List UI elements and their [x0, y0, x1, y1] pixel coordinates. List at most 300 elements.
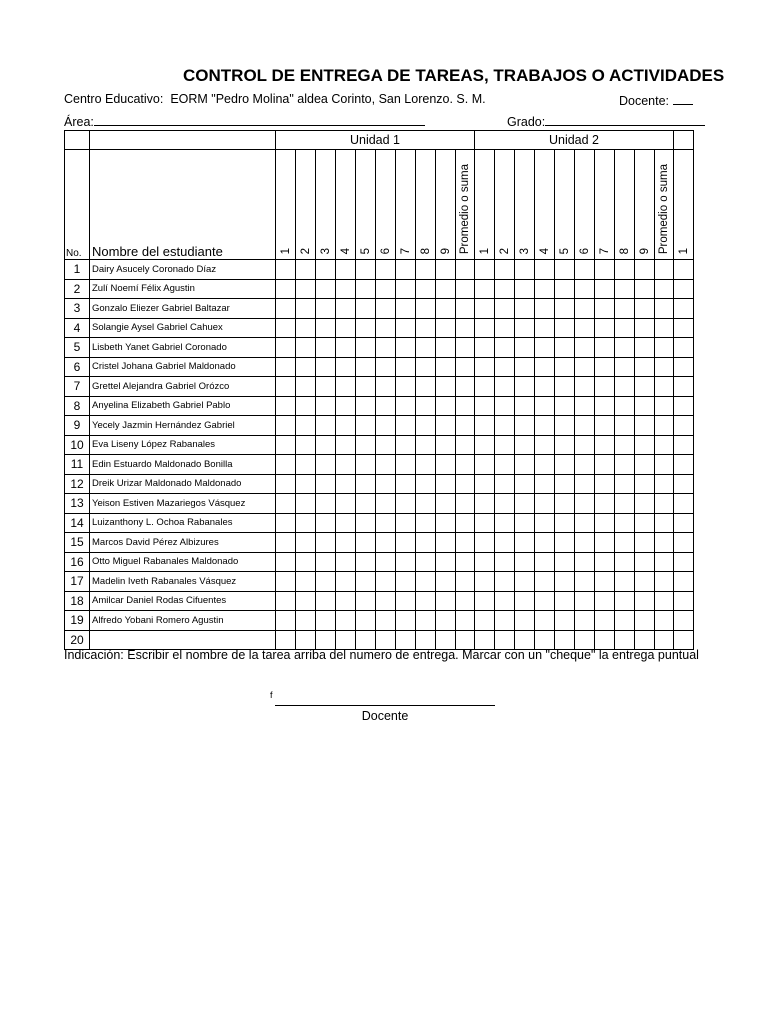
delivery-check-cell[interactable] — [615, 279, 635, 299]
delivery-check-cell[interactable] — [276, 533, 296, 553]
delivery-check-cell[interactable] — [436, 357, 456, 377]
delivery-check-cell[interactable] — [515, 572, 535, 592]
delivery-check-cell[interactable] — [555, 396, 575, 416]
delivery-check-cell[interactable] — [276, 357, 296, 377]
delivery-check-cell[interactable] — [674, 260, 694, 280]
delivery-check-cell[interactable] — [376, 630, 396, 650]
delivery-check-cell[interactable] — [535, 533, 555, 553]
delivery-check-cell[interactable] — [296, 318, 316, 338]
delivery-check-cell[interactable] — [495, 279, 515, 299]
delivery-check-cell[interactable] — [396, 318, 416, 338]
promedio-cell[interactable] — [655, 513, 674, 533]
promedio-cell[interactable] — [655, 377, 674, 397]
delivery-check-cell[interactable] — [475, 260, 495, 280]
delivery-check-cell[interactable] — [276, 494, 296, 514]
delivery-check-cell[interactable] — [555, 260, 575, 280]
delivery-check-cell[interactable] — [475, 455, 495, 475]
delivery-check-cell[interactable] — [436, 533, 456, 553]
delivery-check-cell[interactable] — [436, 591, 456, 611]
delivery-check-cell[interactable] — [635, 611, 655, 631]
delivery-check-cell[interactable] — [276, 377, 296, 397]
delivery-check-cell[interactable] — [595, 533, 615, 553]
delivery-check-cell[interactable] — [635, 318, 655, 338]
delivery-check-cell[interactable] — [416, 435, 436, 455]
delivery-check-cell[interactable] — [436, 494, 456, 514]
delivery-check-cell[interactable] — [535, 591, 555, 611]
promedio-cell[interactable] — [456, 474, 475, 494]
delivery-check-cell[interactable] — [555, 572, 575, 592]
delivery-check-cell[interactable] — [635, 630, 655, 650]
delivery-check-cell[interactable] — [535, 552, 555, 572]
delivery-check-cell[interactable] — [495, 338, 515, 358]
delivery-check-cell[interactable] — [396, 435, 416, 455]
delivery-check-cell[interactable] — [495, 299, 515, 319]
delivery-check-cell[interactable] — [595, 474, 615, 494]
delivery-check-cell[interactable] — [615, 611, 635, 631]
delivery-check-cell[interactable] — [595, 455, 615, 475]
delivery-check-cell[interactable] — [336, 591, 356, 611]
delivery-check-cell[interactable] — [535, 513, 555, 533]
delivery-check-cell[interactable] — [674, 338, 694, 358]
delivery-check-cell[interactable] — [495, 474, 515, 494]
delivery-check-cell[interactable] — [316, 533, 336, 553]
promedio-cell[interactable] — [456, 377, 475, 397]
delivery-check-cell[interactable] — [296, 474, 316, 494]
delivery-check-cell[interactable] — [276, 572, 296, 592]
delivery-check-cell[interactable] — [475, 338, 495, 358]
delivery-check-cell[interactable] — [316, 318, 336, 338]
delivery-check-cell[interactable] — [575, 416, 595, 436]
delivery-check-cell[interactable] — [336, 357, 356, 377]
delivery-check-cell[interactable] — [615, 396, 635, 416]
delivery-check-cell[interactable] — [416, 377, 436, 397]
delivery-check-cell[interactable] — [615, 455, 635, 475]
delivery-check-cell[interactable] — [436, 396, 456, 416]
delivery-check-cell[interactable] — [336, 611, 356, 631]
delivery-check-cell[interactable] — [356, 533, 376, 553]
delivery-check-cell[interactable] — [336, 318, 356, 338]
delivery-check-cell[interactable] — [316, 260, 336, 280]
delivery-check-cell[interactable] — [495, 455, 515, 475]
delivery-check-cell[interactable] — [515, 279, 535, 299]
promedio-cell[interactable] — [655, 591, 674, 611]
delivery-check-cell[interactable] — [575, 474, 595, 494]
delivery-check-cell[interactable] — [396, 338, 416, 358]
delivery-check-cell[interactable] — [515, 338, 535, 358]
delivery-check-cell[interactable] — [515, 591, 535, 611]
promedio-cell[interactable] — [456, 435, 475, 455]
delivery-check-cell[interactable] — [376, 260, 396, 280]
delivery-check-cell[interactable] — [635, 260, 655, 280]
delivery-check-cell[interactable] — [535, 474, 555, 494]
delivery-check-cell[interactable] — [376, 474, 396, 494]
delivery-check-cell[interactable] — [515, 494, 535, 514]
delivery-check-cell[interactable] — [336, 396, 356, 416]
delivery-check-cell[interactable] — [575, 338, 595, 358]
delivery-check-cell[interactable] — [595, 591, 615, 611]
delivery-check-cell[interactable] — [356, 279, 376, 299]
delivery-check-cell[interactable] — [535, 435, 555, 455]
delivery-check-cell[interactable] — [475, 396, 495, 416]
delivery-check-cell[interactable] — [635, 552, 655, 572]
delivery-check-cell[interactable] — [555, 474, 575, 494]
delivery-check-cell[interactable] — [316, 513, 336, 533]
delivery-check-cell[interactable] — [555, 455, 575, 475]
promedio-cell[interactable] — [655, 572, 674, 592]
delivery-check-cell[interactable] — [575, 630, 595, 650]
delivery-check-cell[interactable] — [475, 494, 495, 514]
delivery-check-cell[interactable] — [436, 318, 456, 338]
delivery-check-cell[interactable] — [396, 474, 416, 494]
delivery-check-cell[interactable] — [495, 260, 515, 280]
delivery-check-cell[interactable] — [416, 455, 436, 475]
delivery-check-cell[interactable] — [555, 318, 575, 338]
delivery-check-cell[interactable] — [276, 260, 296, 280]
delivery-check-cell[interactable] — [535, 299, 555, 319]
promedio-cell[interactable] — [655, 318, 674, 338]
delivery-check-cell[interactable] — [475, 513, 495, 533]
delivery-check-cell[interactable] — [376, 513, 396, 533]
delivery-check-cell[interactable] — [495, 611, 515, 631]
delivery-check-cell[interactable] — [276, 455, 296, 475]
delivery-check-cell[interactable] — [436, 260, 456, 280]
delivery-check-cell[interactable] — [316, 591, 336, 611]
delivery-check-cell[interactable] — [674, 591, 694, 611]
delivery-check-cell[interactable] — [635, 474, 655, 494]
promedio-cell[interactable] — [655, 552, 674, 572]
delivery-check-cell[interactable] — [495, 572, 515, 592]
delivery-check-cell[interactable] — [396, 591, 416, 611]
delivery-check-cell[interactable] — [296, 533, 316, 553]
delivery-check-cell[interactable] — [296, 513, 316, 533]
delivery-check-cell[interactable] — [356, 435, 376, 455]
delivery-check-cell[interactable] — [296, 377, 316, 397]
delivery-check-cell[interactable] — [376, 611, 396, 631]
delivery-check-cell[interactable] — [396, 396, 416, 416]
delivery-check-cell[interactable] — [635, 533, 655, 553]
delivery-check-cell[interactable] — [316, 435, 336, 455]
delivery-check-cell[interactable] — [336, 552, 356, 572]
delivery-check-cell[interactable] — [495, 377, 515, 397]
delivery-check-cell[interactable] — [575, 611, 595, 631]
promedio-cell[interactable] — [456, 318, 475, 338]
delivery-check-cell[interactable] — [674, 279, 694, 299]
delivery-check-cell[interactable] — [276, 416, 296, 436]
delivery-check-cell[interactable] — [336, 338, 356, 358]
delivery-check-cell[interactable] — [555, 591, 575, 611]
delivery-check-cell[interactable] — [396, 533, 416, 553]
delivery-check-cell[interactable] — [416, 533, 436, 553]
delivery-check-cell[interactable] — [535, 318, 555, 338]
delivery-check-cell[interactable] — [396, 260, 416, 280]
delivery-check-cell[interactable] — [495, 318, 515, 338]
delivery-check-cell[interactable] — [416, 338, 436, 358]
delivery-check-cell[interactable] — [475, 435, 495, 455]
delivery-check-cell[interactable] — [575, 357, 595, 377]
delivery-check-cell[interactable] — [515, 435, 535, 455]
delivery-check-cell[interactable] — [416, 591, 436, 611]
delivery-check-cell[interactable] — [515, 630, 535, 650]
delivery-check-cell[interactable] — [356, 611, 376, 631]
delivery-check-cell[interactable] — [336, 279, 356, 299]
promedio-cell[interactable] — [655, 299, 674, 319]
delivery-check-cell[interactable] — [296, 357, 316, 377]
delivery-check-cell[interactable] — [316, 357, 336, 377]
delivery-check-cell[interactable] — [336, 474, 356, 494]
delivery-check-cell[interactable] — [296, 299, 316, 319]
delivery-check-cell[interactable] — [555, 630, 575, 650]
delivery-check-cell[interactable] — [595, 552, 615, 572]
delivery-check-cell[interactable] — [336, 513, 356, 533]
delivery-check-cell[interactable] — [376, 416, 396, 436]
delivery-check-cell[interactable] — [296, 435, 316, 455]
promedio-cell[interactable] — [456, 416, 475, 436]
promedio-cell[interactable] — [655, 279, 674, 299]
delivery-check-cell[interactable] — [575, 318, 595, 338]
delivery-check-cell[interactable] — [575, 455, 595, 475]
delivery-check-cell[interactable] — [376, 572, 396, 592]
delivery-check-cell[interactable] — [376, 299, 396, 319]
delivery-check-cell[interactable] — [356, 513, 376, 533]
delivery-check-cell[interactable] — [316, 299, 336, 319]
delivery-check-cell[interactable] — [356, 552, 376, 572]
promedio-cell[interactable] — [655, 357, 674, 377]
delivery-check-cell[interactable] — [376, 435, 396, 455]
delivery-check-cell[interactable] — [336, 572, 356, 592]
delivery-check-cell[interactable] — [316, 572, 336, 592]
delivery-check-cell[interactable] — [515, 377, 535, 397]
delivery-check-cell[interactable] — [416, 474, 436, 494]
delivery-check-cell[interactable] — [376, 455, 396, 475]
delivery-check-cell[interactable] — [674, 396, 694, 416]
delivery-check-cell[interactable] — [575, 299, 595, 319]
delivery-check-cell[interactable] — [635, 416, 655, 436]
delivery-check-cell[interactable] — [316, 279, 336, 299]
delivery-check-cell[interactable] — [515, 474, 535, 494]
delivery-check-cell[interactable] — [674, 494, 694, 514]
delivery-check-cell[interactable] — [316, 611, 336, 631]
delivery-check-cell[interactable] — [356, 357, 376, 377]
delivery-check-cell[interactable] — [535, 377, 555, 397]
delivery-check-cell[interactable] — [674, 630, 694, 650]
delivery-check-cell[interactable] — [674, 357, 694, 377]
delivery-check-cell[interactable] — [575, 572, 595, 592]
delivery-check-cell[interactable] — [595, 318, 615, 338]
delivery-check-cell[interactable] — [595, 435, 615, 455]
delivery-check-cell[interactable] — [674, 572, 694, 592]
delivery-check-cell[interactable] — [416, 494, 436, 514]
promedio-cell[interactable] — [655, 435, 674, 455]
delivery-check-cell[interactable] — [674, 416, 694, 436]
delivery-check-cell[interactable] — [635, 435, 655, 455]
delivery-check-cell[interactable] — [615, 357, 635, 377]
promedio-cell[interactable] — [456, 630, 475, 650]
delivery-check-cell[interactable] — [316, 630, 336, 650]
delivery-check-cell[interactable] — [595, 611, 615, 631]
delivery-check-cell[interactable] — [356, 494, 376, 514]
delivery-check-cell[interactable] — [276, 299, 296, 319]
delivery-check-cell[interactable] — [296, 396, 316, 416]
promedio-cell[interactable] — [456, 611, 475, 631]
delivery-check-cell[interactable] — [276, 591, 296, 611]
promedio-cell[interactable] — [456, 455, 475, 475]
delivery-check-cell[interactable] — [674, 318, 694, 338]
delivery-check-cell[interactable] — [575, 435, 595, 455]
delivery-check-cell[interactable] — [416, 260, 436, 280]
promedio-cell[interactable] — [456, 533, 475, 553]
delivery-check-cell[interactable] — [674, 377, 694, 397]
promedio-cell[interactable] — [655, 396, 674, 416]
delivery-check-cell[interactable] — [615, 474, 635, 494]
delivery-check-cell[interactable] — [356, 260, 376, 280]
delivery-check-cell[interactable] — [495, 494, 515, 514]
delivery-check-cell[interactable] — [615, 377, 635, 397]
delivery-check-cell[interactable] — [436, 474, 456, 494]
delivery-check-cell[interactable] — [356, 474, 376, 494]
promedio-cell[interactable] — [655, 630, 674, 650]
delivery-check-cell[interactable] — [316, 474, 336, 494]
delivery-check-cell[interactable] — [356, 377, 376, 397]
promedio-cell[interactable] — [456, 513, 475, 533]
delivery-check-cell[interactable] — [615, 533, 635, 553]
delivery-check-cell[interactable] — [535, 357, 555, 377]
delivery-check-cell[interactable] — [475, 474, 495, 494]
delivery-check-cell[interactable] — [296, 591, 316, 611]
delivery-check-cell[interactable] — [436, 416, 456, 436]
delivery-check-cell[interactable] — [436, 435, 456, 455]
delivery-check-cell[interactable] — [674, 435, 694, 455]
delivery-check-cell[interactable] — [595, 338, 615, 358]
delivery-check-cell[interactable] — [515, 299, 535, 319]
delivery-check-cell[interactable] — [575, 494, 595, 514]
delivery-check-cell[interactable] — [296, 552, 316, 572]
delivery-check-cell[interactable] — [436, 611, 456, 631]
delivery-check-cell[interactable] — [396, 572, 416, 592]
delivery-check-cell[interactable] — [635, 357, 655, 377]
promedio-cell[interactable] — [655, 455, 674, 475]
delivery-check-cell[interactable] — [475, 552, 495, 572]
delivery-check-cell[interactable] — [396, 552, 416, 572]
delivery-check-cell[interactable] — [356, 455, 376, 475]
delivery-check-cell[interactable] — [316, 494, 336, 514]
delivery-check-cell[interactable] — [356, 630, 376, 650]
delivery-check-cell[interactable] — [296, 338, 316, 358]
delivery-check-cell[interactable] — [336, 377, 356, 397]
delivery-check-cell[interactable] — [495, 552, 515, 572]
delivery-check-cell[interactable] — [316, 416, 336, 436]
delivery-check-cell[interactable] — [396, 357, 416, 377]
delivery-check-cell[interactable] — [276, 513, 296, 533]
delivery-check-cell[interactable] — [535, 572, 555, 592]
delivery-check-cell[interactable] — [396, 611, 416, 631]
delivery-check-cell[interactable] — [296, 572, 316, 592]
delivery-check-cell[interactable] — [336, 533, 356, 553]
delivery-check-cell[interactable] — [296, 494, 316, 514]
delivery-check-cell[interactable] — [535, 630, 555, 650]
delivery-check-cell[interactable] — [535, 455, 555, 475]
delivery-check-cell[interactable] — [535, 396, 555, 416]
delivery-check-cell[interactable] — [416, 513, 436, 533]
promedio-cell[interactable] — [655, 494, 674, 514]
delivery-check-cell[interactable] — [416, 572, 436, 592]
delivery-check-cell[interactable] — [555, 357, 575, 377]
delivery-check-cell[interactable] — [396, 630, 416, 650]
delivery-check-cell[interactable] — [575, 377, 595, 397]
delivery-check-cell[interactable] — [575, 513, 595, 533]
delivery-check-cell[interactable] — [436, 299, 456, 319]
delivery-check-cell[interactable] — [296, 279, 316, 299]
delivery-check-cell[interactable] — [276, 318, 296, 338]
delivery-check-cell[interactable] — [575, 260, 595, 280]
delivery-check-cell[interactable] — [595, 357, 615, 377]
delivery-check-cell[interactable] — [475, 416, 495, 436]
delivery-check-cell[interactable] — [436, 552, 456, 572]
delivery-check-cell[interactable] — [555, 611, 575, 631]
delivery-check-cell[interactable] — [515, 416, 535, 436]
delivery-check-cell[interactable] — [356, 318, 376, 338]
delivery-check-cell[interactable] — [356, 416, 376, 436]
delivery-check-cell[interactable] — [376, 591, 396, 611]
delivery-check-cell[interactable] — [635, 279, 655, 299]
promedio-cell[interactable] — [456, 260, 475, 280]
delivery-check-cell[interactable] — [416, 396, 436, 416]
delivery-check-cell[interactable] — [376, 279, 396, 299]
promedio-cell[interactable] — [456, 338, 475, 358]
delivery-check-cell[interactable] — [674, 455, 694, 475]
delivery-check-cell[interactable] — [336, 455, 356, 475]
delivery-check-cell[interactable] — [555, 279, 575, 299]
delivery-check-cell[interactable] — [296, 260, 316, 280]
delivery-check-cell[interactable] — [635, 377, 655, 397]
delivery-check-cell[interactable] — [595, 279, 615, 299]
delivery-check-cell[interactable] — [515, 533, 535, 553]
delivery-check-cell[interactable] — [615, 630, 635, 650]
delivery-check-cell[interactable] — [495, 416, 515, 436]
delivery-check-cell[interactable] — [595, 572, 615, 592]
promedio-cell[interactable] — [655, 533, 674, 553]
promedio-cell[interactable] — [456, 299, 475, 319]
promedio-cell[interactable] — [655, 338, 674, 358]
delivery-check-cell[interactable] — [615, 591, 635, 611]
delivery-check-cell[interactable] — [515, 455, 535, 475]
delivery-check-cell[interactable] — [495, 357, 515, 377]
delivery-check-cell[interactable] — [635, 572, 655, 592]
delivery-check-cell[interactable] — [376, 357, 396, 377]
delivery-check-cell[interactable] — [615, 299, 635, 319]
delivery-check-cell[interactable] — [475, 377, 495, 397]
delivery-check-cell[interactable] — [495, 533, 515, 553]
delivery-check-cell[interactable] — [376, 377, 396, 397]
delivery-check-cell[interactable] — [575, 591, 595, 611]
delivery-check-cell[interactable] — [436, 338, 456, 358]
delivery-check-cell[interactable] — [615, 416, 635, 436]
delivery-check-cell[interactable] — [416, 299, 436, 319]
delivery-check-cell[interactable] — [276, 338, 296, 358]
delivery-check-cell[interactable] — [416, 611, 436, 631]
delivery-check-cell[interactable] — [535, 338, 555, 358]
delivery-check-cell[interactable] — [276, 396, 296, 416]
delivery-check-cell[interactable] — [575, 279, 595, 299]
delivery-check-cell[interactable] — [575, 533, 595, 553]
promedio-cell[interactable] — [456, 279, 475, 299]
delivery-check-cell[interactable] — [475, 611, 495, 631]
delivery-check-cell[interactable] — [396, 513, 416, 533]
promedio-cell[interactable] — [655, 611, 674, 631]
delivery-check-cell[interactable] — [495, 591, 515, 611]
delivery-check-cell[interactable] — [475, 299, 495, 319]
delivery-check-cell[interactable] — [595, 416, 615, 436]
delivery-check-cell[interactable] — [635, 396, 655, 416]
